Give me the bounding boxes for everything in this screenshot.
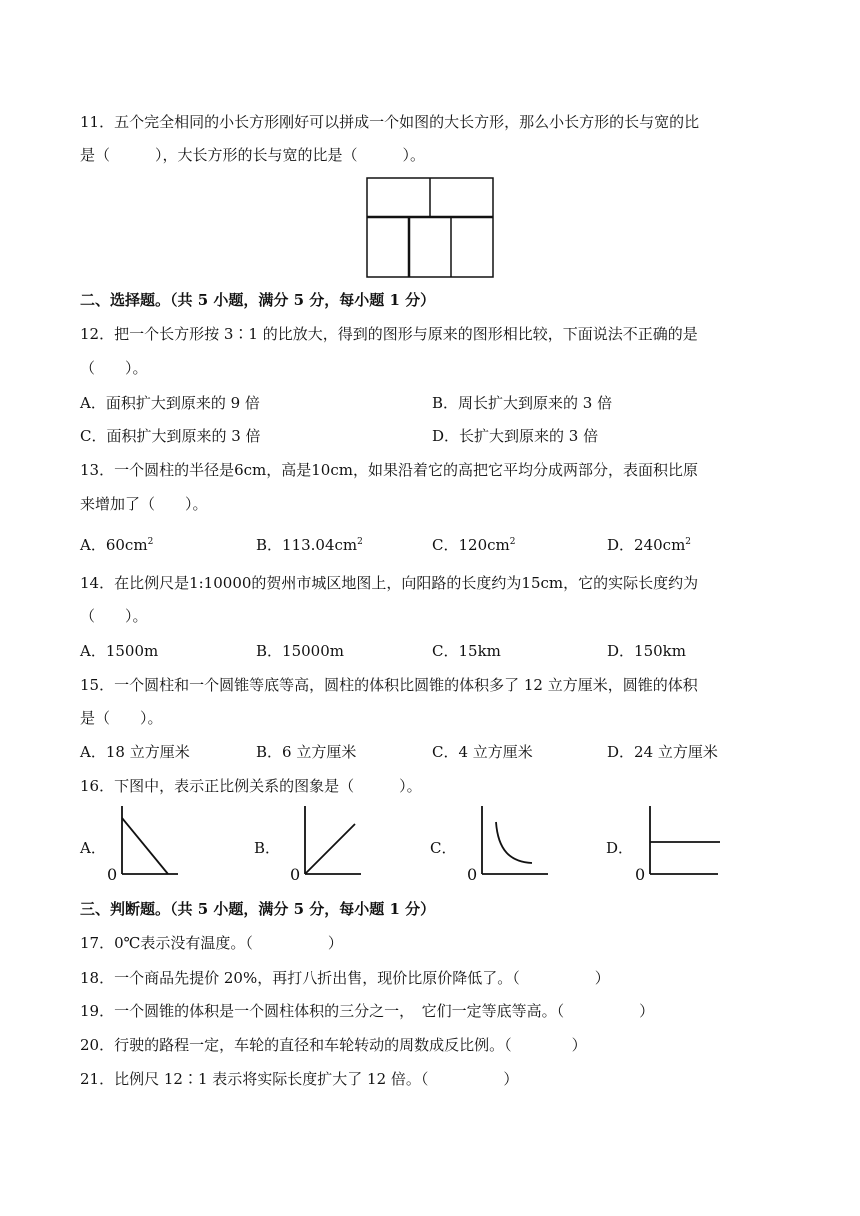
q17-line: 17．0℃表示没有温度。（ ） [80, 934, 343, 952]
q16-option-a[interactable]: A． [80, 839, 106, 857]
graph-d-origin-label: 0 [635, 865, 646, 884]
q11-line1: 11．五个完全相同的小长方形刚好可以拼成一个如图的大长方形，那么小长方形的长与宽的比 [80, 113, 700, 131]
graph-c-hyperbola-curve [480, 806, 550, 876]
q14-option-d[interactable]: D．150km [607, 642, 686, 660]
q13-option-b[interactable] [256, 535, 363, 555]
q19-line: 19．一个圆锥的体积是一个圆柱体积的三分之一， 它们一定等底等高。（ ） [80, 1002, 655, 1020]
superscript: 2 [685, 537, 692, 547]
q15-option-b[interactable]: B．6 立方厘米 [256, 743, 357, 761]
superscript: 2 [147, 537, 154, 547]
q13-option-c[interactable] [432, 535, 515, 555]
q12-option-c[interactable]: C．面积扩大到原来的 3 倍 [80, 427, 261, 445]
q12-line2: （ ）。 [80, 359, 148, 377]
graph-d-constant-line [648, 806, 720, 876]
q14-option-b[interactable]: B．15000m [256, 642, 344, 660]
q15-option-c[interactable]: C．4 立方厘米 [432, 743, 533, 761]
superscript: 2 [357, 537, 363, 547]
option-value: 113.04cm [282, 536, 358, 554]
option-label: C． [432, 536, 459, 554]
option-label: D． [607, 536, 635, 554]
q16-option-b[interactable]: B． [254, 839, 281, 857]
q15-option-a[interactable]: A．18 立方厘米 [80, 743, 190, 761]
graph-b-proportional-line [303, 806, 363, 876]
q14-option-a[interactable]: A．1500m [80, 642, 159, 660]
q14-line2: （ ）。 [80, 607, 148, 625]
section-title-choice: 二、选择题。（共 5 小题，满分 5 分，每小题 1 分） [80, 291, 436, 309]
q12-line1: 12．把一个长方形按 3∶1 的比放大，得到的图形与原来的图形相比较，下面说法不正确的是 [80, 325, 698, 343]
q16-option-d[interactable]: D． [606, 839, 634, 857]
graph-a-origin-label: 0 [107, 865, 118, 884]
section-title-judgement: 三、判断题。（共 5 小题，满分 5 分，每小题 1 分） [80, 900, 436, 918]
q15-option-d[interactable]: D．24 立方厘米 [607, 743, 718, 761]
option-label: B． [256, 536, 283, 554]
q18-line: 18．一个商品先提价 20%，再打八折出售，现价比原价降低了。（ ） [80, 969, 610, 987]
q13-line1: 13．一个圆柱的半径是6cm，高是10cm，如果沿着它的高把它平均分成两部分，表面积比原 [80, 461, 698, 479]
q14-option-c[interactable]: C．15km [432, 642, 501, 660]
graph-a-decreasing-line [120, 806, 180, 876]
q16-option-c[interactable]: C． [430, 839, 457, 857]
q14-line1: 14．在比例尺是1:10000的贺州市城区地图上，向阳路的长度约为15cm，它的实际长度约为 [80, 574, 699, 592]
q12-option-a[interactable]: A．面积扩大到原来的 9 倍 [80, 394, 260, 412]
q13-option-a[interactable] [80, 535, 153, 555]
option-value: 240cm [634, 536, 686, 554]
option-value: 120cm [458, 536, 510, 554]
q12-option-d[interactable]: D．长扩大到原来的 3 倍 [432, 427, 599, 445]
graph-b-origin-label: 0 [290, 865, 301, 884]
rectangle-tiling-figure [366, 177, 494, 278]
q15-line2: 是（ ）。 [80, 709, 163, 727]
q13-option-d[interactable] [607, 535, 691, 555]
q20-line: 20．行驶的路程一定，车轮的直径和车轮转动的周数成反比例。（ ） [80, 1036, 587, 1054]
option-value: 60cm [105, 536, 148, 554]
graph-c-origin-label: 0 [467, 865, 478, 884]
q12-option-b[interactable]: B．周长扩大到原来的 3 倍 [432, 394, 613, 412]
q16-line1: 16．下图中，表示正比例关系的图象是（ ）。 [80, 777, 422, 795]
superscript: 2 [509, 537, 516, 547]
q21-line: 21．比例尺 12∶1 表示将实际长度扩大了 12 倍。（ ） [80, 1070, 519, 1088]
q11-line2: 是（ ），大长方形的长与宽的比是（ ）。 [80, 146, 426, 164]
option-label: A． [80, 536, 106, 554]
q15-line1: 15．一个圆柱和一个圆锥等底等高，圆柱的体积比圆锥的体积多了 12 立方厘米，圆锥的体积 [80, 676, 698, 694]
q13-line2: 来增加了（ ）。 [80, 495, 208, 513]
